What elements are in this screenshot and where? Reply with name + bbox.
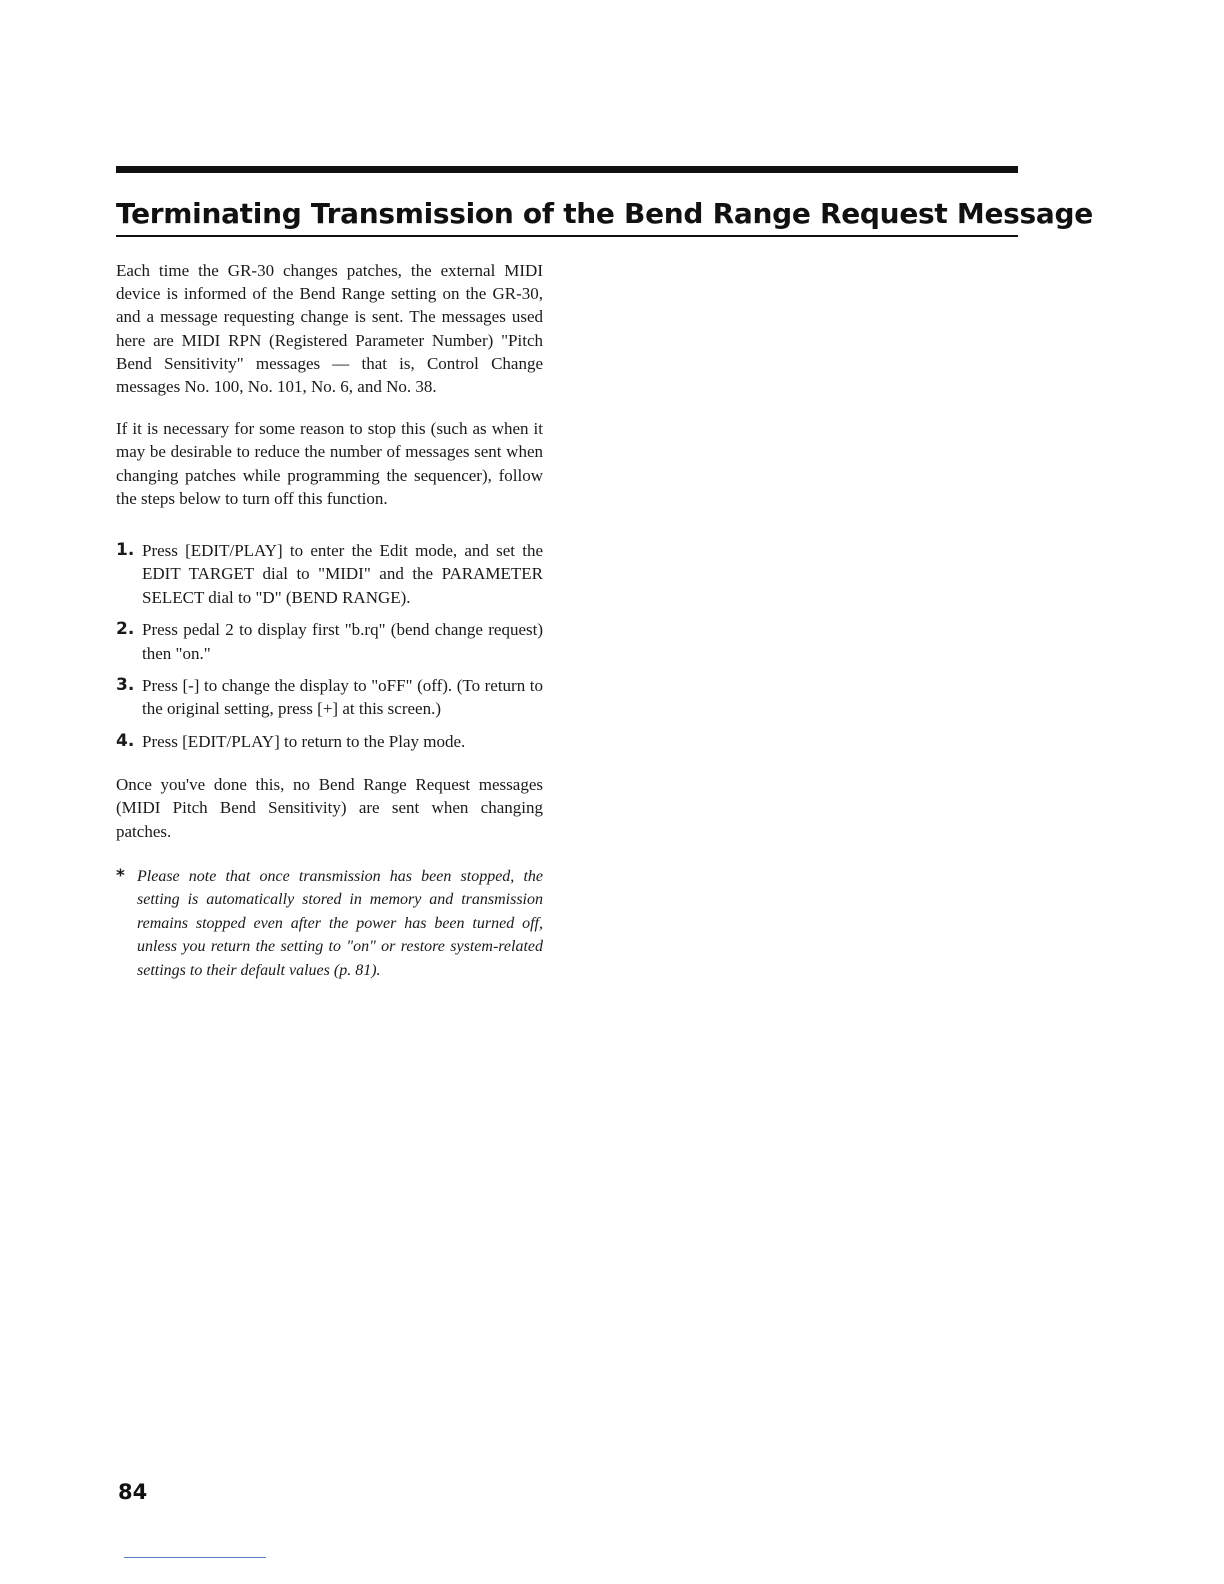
note-text: Please note that once transmission has been stopped, the setting is automatically stored in memory and transmission remains stopped even after the power has been turned off, unless you return the setting to "on" or restore system-related settings to their default values (p. 81). (137, 867, 543, 979)
top-rule (116, 166, 1018, 173)
page-number: 84 (118, 1480, 148, 1504)
text-column (116, 259, 543, 982)
result-paragraph: Once you've done this, no Bend Range Request messages (MIDI Pitch Bend Sensitivity) are sent when changing patches. (116, 775, 543, 841)
step-item (116, 730, 543, 753)
step-item (116, 618, 543, 665)
note-paragraph (116, 865, 543, 982)
asterisk-icon: * (116, 865, 125, 886)
step-number: 1. (116, 540, 135, 561)
steps-list (116, 539, 543, 753)
section-heading: Terminating Transmission of the Bend Range Request Message (116, 195, 1018, 237)
reason-paragraph: If it is necessary for some reason to stop this (such as when it may be desirable to reduce the number of messages sent when changing patches while programming the sequencer), follow the steps below to turn off this function. (116, 419, 543, 508)
bottom-divider (124, 1557, 266, 1558)
intro-paragraph: Each time the GR-30 changes patches, the external MIDI device is informed of the Bend Range setting on the GR-30, and a message requesting change is sent. The messages used here are MIDI RPN (Registered Parameter Number) "Pitch Bend Sensitivity" messages — that is, Control Change messages No. 100, No. 101, No. 6, and No. 38. (116, 261, 543, 397)
step-number: 4. (116, 730, 135, 751)
step-text: Press pedal 2 to display first "b.rq" (bend change request) then "on." (142, 620, 543, 663)
step-text: Press [EDIT/PLAY] to return to the Play mode. (142, 731, 466, 751)
step-item (116, 674, 543, 721)
step-text: Press [-] to change the display to "oFF" (off). (To return to the original setting, press [+] at this screen.) (142, 676, 543, 719)
step-number: 3. (116, 675, 135, 696)
step-number: 2. (116, 619, 135, 640)
step-item (116, 539, 543, 609)
step-text: Press [EDIT/PLAY] to enter the Edit mode, and set the EDIT TARGET dial to "MIDI" and the PARAMETER SELECT dial to "D" (BEND RANGE). (142, 541, 543, 607)
